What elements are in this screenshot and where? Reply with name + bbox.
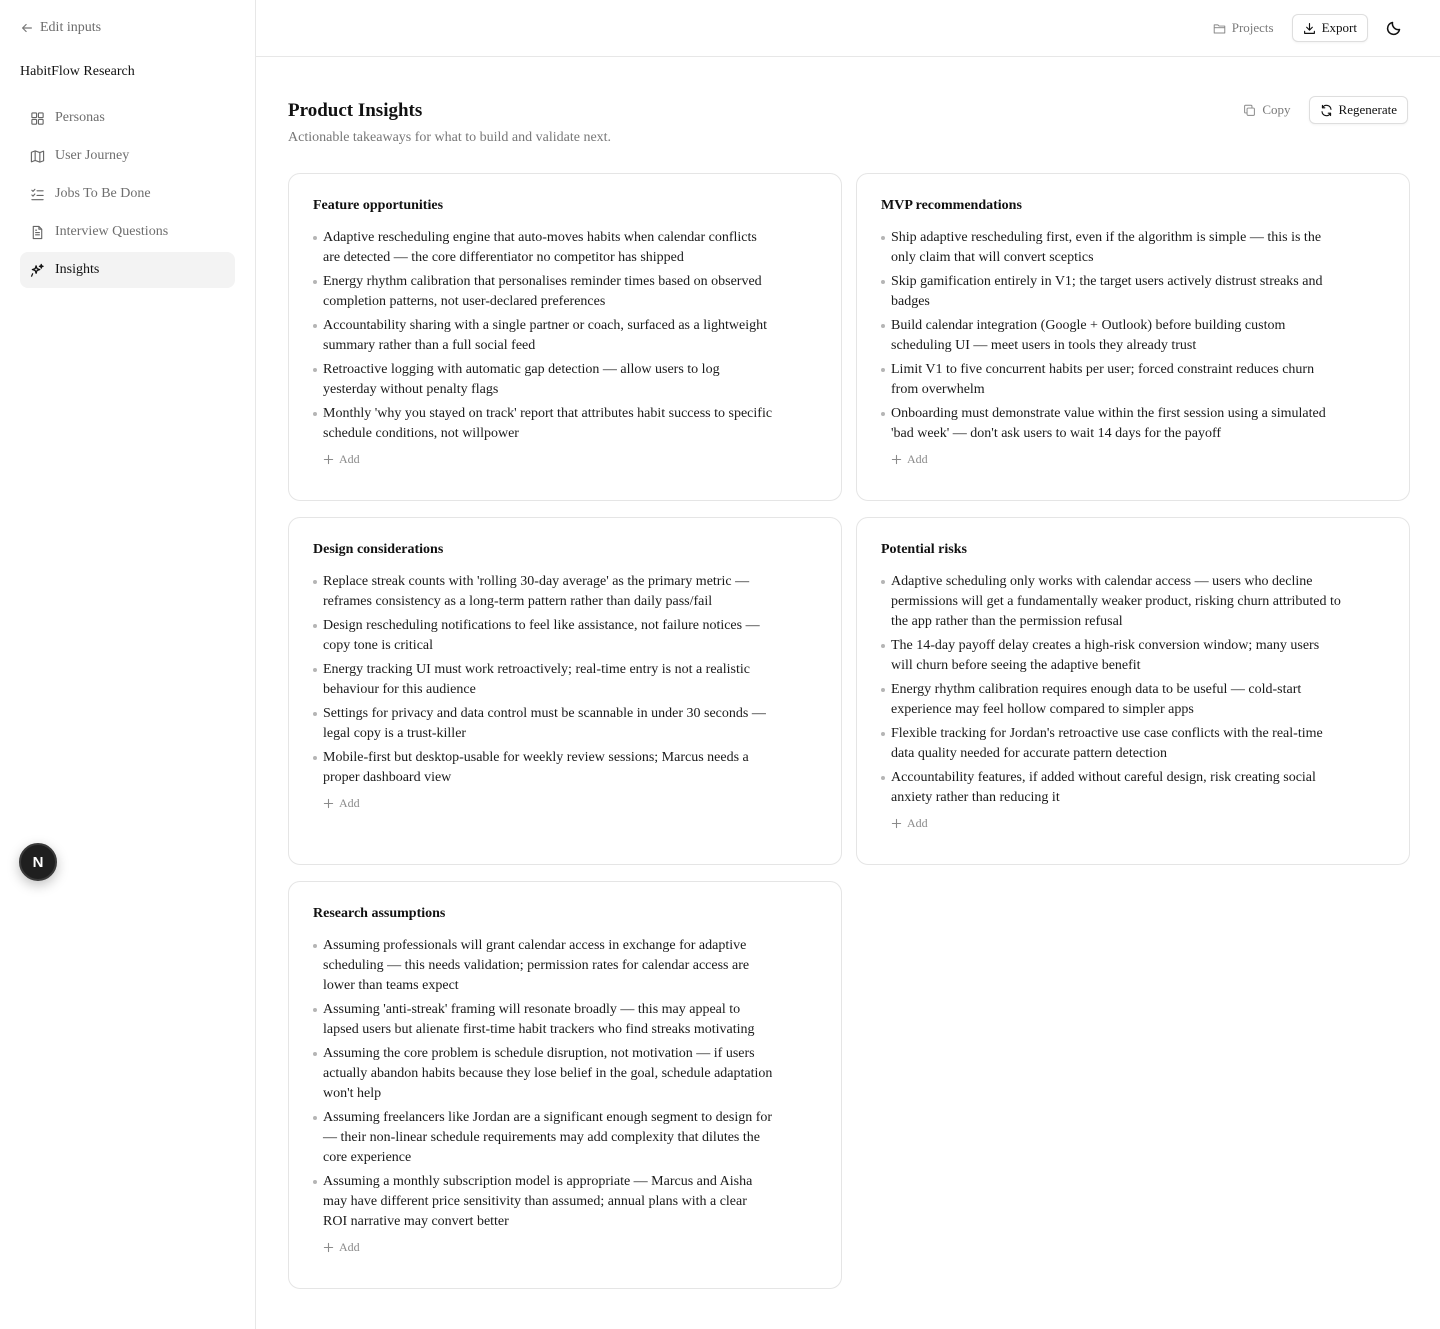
list-item[interactable]: Adaptive scheduling only works with calendar access — users who decline permissions will get a fundamentally weaker product, risking churn attributed to the app rather than the permission refusal bbox=[881, 572, 1341, 632]
add-item-button[interactable] bbox=[323, 796, 383, 811]
add-item-button[interactable] bbox=[891, 452, 951, 467]
refresh-icon bbox=[1320, 104, 1333, 117]
list-item[interactable]: Energy rhythm calibration requires enough data to be useful — cold-start experience may feel hollow compared to simpler apps bbox=[881, 680, 1341, 720]
page-subtitle: Actionable takeaways for what to build and validate next. bbox=[288, 130, 612, 145]
list-item[interactable]: Adaptive rescheduling engine that auto-moves habits when calendar conflicts are detected — the core differentiator no competitor has shipped bbox=[313, 228, 773, 268]
list-item[interactable]: Ship adaptive rescheduling first, even if the algorithm is simple — this is the only claim that will convert sceptics bbox=[881, 228, 1341, 268]
list-checks-icon bbox=[30, 187, 45, 202]
edit-inputs-label: Edit inputs bbox=[40, 20, 102, 35]
list-item[interactable]: Assuming the core problem is schedule disruption, not motivation — if users actually abandon habits because they lose belief in the goal, schedule adaptation won't help bbox=[313, 1044, 773, 1104]
folder-icon bbox=[1213, 22, 1226, 35]
regenerate-label: Regenerate bbox=[1338, 102, 1397, 117]
list-item[interactable]: Design rescheduling notifications to feel like assistance, not failure notices — copy tone is critical bbox=[313, 616, 773, 656]
sidebar-item-jobs-to-be-done[interactable] bbox=[20, 176, 235, 212]
card-title: MVP recommendations bbox=[881, 198, 1022, 213]
list-item[interactable]: Energy rhythm calibration that personalises reminder times based on observed completion patterns, not user-declared preferences bbox=[313, 272, 773, 312]
card-design-considerations bbox=[288, 517, 842, 865]
add-label: Add bbox=[339, 452, 360, 466]
add-item-button[interactable] bbox=[323, 1240, 383, 1255]
list-item[interactable]: Assuming professionals will grant calendar access in exchange for adaptive scheduling — this needs validation; permission rates for calendar access are lower than teams expect bbox=[313, 936, 773, 996]
sidebar-item-personas[interactable] bbox=[20, 100, 235, 136]
add-item-button[interactable] bbox=[323, 452, 383, 467]
list-item[interactable]: Monthly 'why you stayed on track' report that attributes habit success to specific schedule conditions, not willpower bbox=[313, 404, 773, 444]
sidebar bbox=[0, 0, 256, 1329]
card-list bbox=[881, 228, 1385, 444]
plus-icon bbox=[891, 454, 902, 465]
add-label: Add bbox=[339, 796, 360, 810]
list-item[interactable]: Retroactive logging with automatic gap detection — allow users to log yesterday without penalty flags bbox=[313, 360, 773, 400]
list-item[interactable]: Replace streak counts with 'rolling 30-day average' as the primary metric — reframes consistency as a long-term pattern rather than daily pass/fail bbox=[313, 572, 773, 612]
projects-button[interactable] bbox=[1203, 14, 1284, 42]
card-list bbox=[313, 228, 817, 444]
list-item[interactable]: Assuming 'anti-streak' framing will resonate broadly — this may appeal to lapsed users but alienate first-time habit trackers who find streaks motivating bbox=[313, 1000, 773, 1040]
card-title: Research assumptions bbox=[313, 906, 446, 921]
project-name: HabitFlow Research bbox=[20, 64, 135, 79]
arrow-left-icon bbox=[20, 21, 34, 35]
list-item[interactable]: Limit V1 to five concurrent habits per user; forced constraint reduces churn from overwhelm bbox=[881, 360, 1341, 400]
top-actions bbox=[1203, 14, 1408, 42]
regenerate-button[interactable] bbox=[1309, 96, 1408, 124]
sidebar-item-label: Jobs To Be Done bbox=[55, 186, 151, 201]
list-item[interactable]: Skip gamification entirely in V1; the target users actively distrust streaks and badges bbox=[881, 272, 1341, 312]
list-item[interactable]: Accountability features, if added without careful design, risk creating social anxiety rather than reducing it bbox=[881, 768, 1341, 808]
sidebar-item-label: Interview Questions bbox=[55, 224, 169, 239]
export-button[interactable] bbox=[1292, 14, 1368, 42]
card-list bbox=[881, 572, 1385, 808]
card-feature-opportunities bbox=[288, 173, 842, 501]
list-item[interactable]: Mobile-first but desktop-usable for weekly review sessions; Marcus needs a proper dashboard view bbox=[313, 748, 773, 788]
page-title: Product Insights bbox=[288, 100, 423, 121]
list-item[interactable]: Onboarding must demonstrate value within the first session using a simulated 'bad week' — don't ask users to wait 14 days for the payoff bbox=[881, 404, 1341, 444]
document-icon bbox=[30, 225, 45, 240]
page-header bbox=[288, 100, 1408, 146]
copy-button[interactable] bbox=[1233, 96, 1300, 124]
sidebar-item-label: User Journey bbox=[55, 148, 130, 163]
sidebar-nav bbox=[20, 100, 235, 290]
download-icon bbox=[1303, 22, 1316, 35]
page-actions bbox=[1233, 96, 1408, 124]
list-item[interactable]: Flexible tracking for Jordan's retroactive use case conflicts with the real-time data quality needed for accurate pattern detection bbox=[881, 724, 1341, 764]
grid-icon bbox=[30, 111, 45, 126]
copy-label: Copy bbox=[1262, 102, 1291, 117]
projects-label: Projects bbox=[1231, 20, 1274, 35]
moon-icon bbox=[1386, 20, 1402, 36]
plus-icon bbox=[323, 798, 334, 809]
add-label: Add bbox=[907, 452, 928, 466]
list-item[interactable]: Assuming freelancers like Jordan are a significant enough segment to design for — their non-linear schedule requirements may add complexity that dilutes the core experience bbox=[313, 1108, 773, 1168]
add-label: Add bbox=[339, 1240, 360, 1254]
card-title: Potential risks bbox=[881, 542, 967, 557]
list-item[interactable]: The 14-day payoff delay creates a high-risk conversion window; many users will churn before seeing the adaptive benefit bbox=[881, 636, 1341, 676]
user-avatar-button[interactable]: N bbox=[19, 843, 57, 881]
card-list bbox=[313, 936, 817, 1232]
sidebar-item-interview-questions[interactable] bbox=[20, 214, 235, 250]
list-item[interactable]: Energy tracking UI must work retroactively; real-time entry is not a realistic behaviour for this audience bbox=[313, 660, 773, 700]
add-label: Add bbox=[907, 816, 928, 830]
plus-icon bbox=[891, 818, 902, 829]
list-item[interactable]: Accountability sharing with a single partner or coach, surfaced as a lightweight summary rather than a full social feed bbox=[313, 316, 773, 356]
sidebar-item-label: Personas bbox=[55, 110, 105, 125]
card-research-assumptions bbox=[288, 881, 842, 1289]
card-potential-risks bbox=[856, 517, 1410, 865]
sidebar-item-user-journey[interactable] bbox=[20, 138, 235, 174]
card-title: Design considerations bbox=[313, 542, 444, 557]
add-item-button[interactable] bbox=[891, 816, 951, 831]
list-item[interactable]: Assuming a monthly subscription model is appropriate — Marcus and Aisha may have different price sensitivity than assumed; annual plans with a clear ROI narrative may convert better bbox=[313, 1172, 773, 1232]
card-title: Feature opportunities bbox=[313, 198, 444, 213]
edit-inputs-link[interactable] bbox=[20, 20, 101, 36]
plus-icon bbox=[323, 454, 334, 465]
map-icon bbox=[30, 149, 45, 164]
card-list bbox=[313, 572, 817, 788]
sidebar-item-label: Insights bbox=[55, 262, 100, 277]
export-label: Export bbox=[1321, 20, 1357, 35]
list-item[interactable]: Settings for privacy and data control must be scannable in under 30 seconds — legal copy is a trust-killer bbox=[313, 704, 773, 744]
sidebar-item-insights[interactable] bbox=[20, 252, 235, 288]
copy-icon bbox=[1243, 104, 1256, 117]
plus-icon bbox=[323, 1242, 334, 1253]
sparkles-icon bbox=[30, 263, 45, 278]
card-mvp-recommendations bbox=[856, 173, 1410, 501]
theme-toggle-button[interactable] bbox=[1380, 14, 1408, 42]
top-bar bbox=[256, 0, 1440, 57]
list-item[interactable]: Build calendar integration (Google + Outlook) before building custom scheduling UI — meet users in tools they already trust bbox=[881, 316, 1341, 356]
